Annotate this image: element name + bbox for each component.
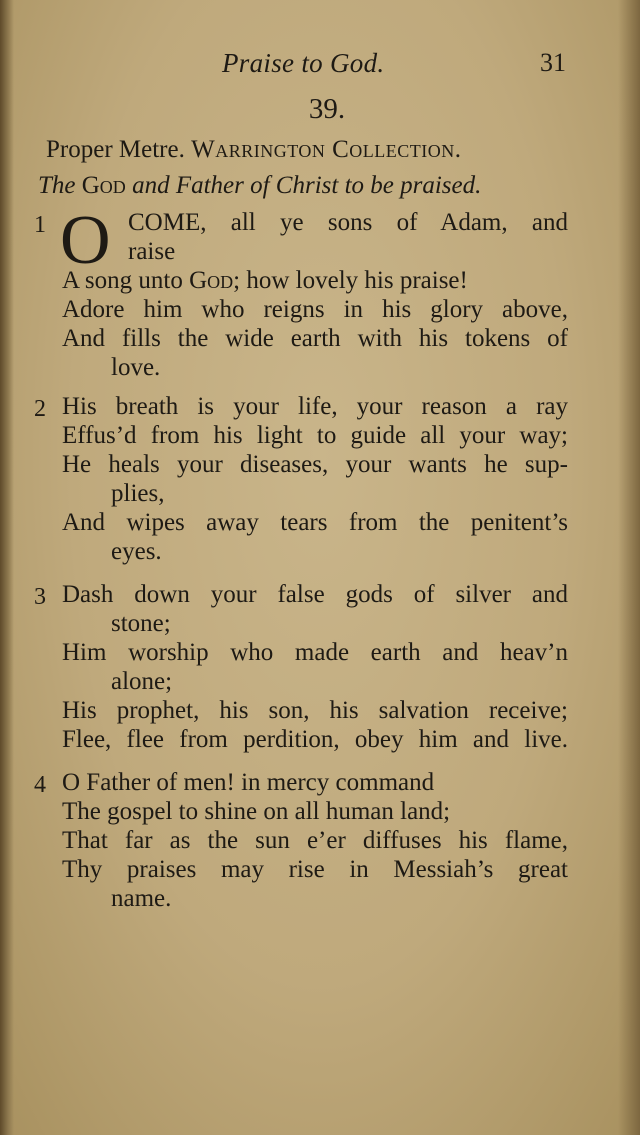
line-part: A song unto bbox=[62, 267, 190, 294]
verse-number: 2 bbox=[34, 396, 46, 422]
running-title: Praise to God. bbox=[222, 48, 385, 78]
hymn-number: 39. bbox=[308, 93, 346, 125]
verse-line: Thy praises may rise in Messiah’s great bbox=[62, 856, 568, 883]
metre: Proper Metre. bbox=[46, 136, 185, 163]
verse-line: alone; bbox=[111, 668, 173, 695]
hymn-subtitle bbox=[38, 172, 481, 200]
verse-line: And fills the wide earth with his tokens of bbox=[62, 325, 568, 352]
verse-line: He heals your diseases, your wants he sup- bbox=[62, 451, 568, 478]
verse-line: And wipes away tears from the penitent’s bbox=[62, 509, 568, 536]
verse-number: 4 bbox=[34, 772, 46, 798]
verse-line: stone; bbox=[111, 610, 171, 637]
verse-line: plies, bbox=[111, 480, 165, 507]
verse-line: Effus’d from his light to guide all your way; bbox=[62, 422, 568, 449]
verse bbox=[0, 768, 640, 913]
verse-line: name. bbox=[111, 885, 172, 912]
verse-line: love. bbox=[111, 354, 161, 381]
verse-line: eyes. bbox=[111, 538, 162, 565]
running-header bbox=[0, 44, 640, 84]
verse-line: O Father of men! in mercy command bbox=[62, 769, 435, 796]
verse-line: Him worship who made earth and heav’n bbox=[62, 639, 568, 666]
page-number: 31 bbox=[540, 48, 566, 77]
drop-cap: O bbox=[60, 202, 111, 279]
collection-name: Warrington Collection. bbox=[191, 136, 462, 163]
verse-line: COME, all ye sons of Adam, and bbox=[128, 209, 568, 236]
verse bbox=[0, 580, 640, 754]
verse-line: His breath is your life, your reason a ray bbox=[62, 393, 568, 420]
subtitle-part: God bbox=[81, 172, 126, 199]
subtitle-part: and Father of Christ to be praised. bbox=[132, 172, 482, 199]
verse-number: 1 bbox=[34, 212, 46, 238]
verse-number: 3 bbox=[34, 584, 46, 610]
line-part: God bbox=[189, 267, 234, 294]
verse-line: raise bbox=[128, 238, 176, 265]
verse bbox=[0, 392, 640, 566]
line-part: ; how lovely his praise! bbox=[233, 267, 468, 294]
verse-line: Flee, flee from perdition, obey him and live. bbox=[62, 726, 568, 753]
subtitle-part: The bbox=[38, 172, 76, 199]
verse bbox=[0, 202, 640, 381]
metre-line bbox=[46, 136, 462, 164]
verse-line: That far as the sun e’er diffuses his flame, bbox=[62, 827, 568, 854]
verse-line: Adore him who reigns in his glory above, bbox=[62, 296, 568, 323]
verses bbox=[0, 202, 640, 927]
verse-line: Dash down your false gods of silver and bbox=[62, 581, 568, 608]
verse-line: The gospel to shine on all human land; bbox=[62, 798, 451, 825]
verse-line: His prophet, his son, his salvation receive; bbox=[62, 697, 568, 724]
